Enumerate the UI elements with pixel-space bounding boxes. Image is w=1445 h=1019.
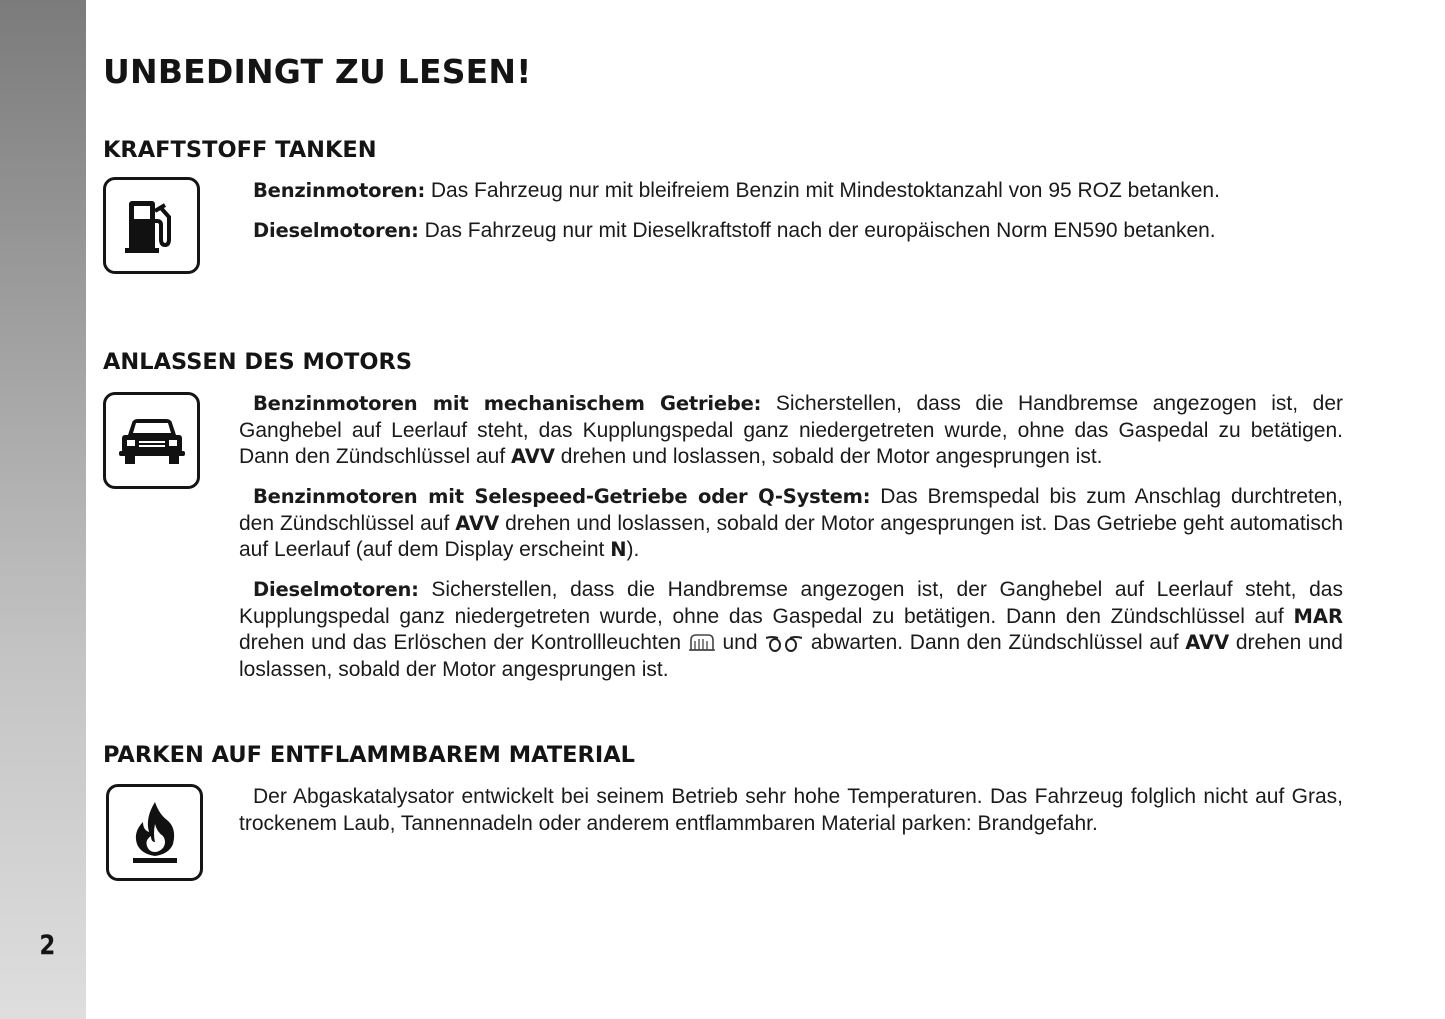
start-selespeed-label: Benzinmotoren mit Selespeed-Getriebe oder Q-System: [253, 485, 871, 508]
fuel-petrol-label: Benzinmotoren: [253, 179, 426, 202]
page-title: UNBEDINGT ZU LESEN! [103, 52, 532, 91]
fuel-diesel-label: Dieselmotoren: [253, 219, 419, 242]
start-manual-text-b: drehen und loslassen, sobald der Motor angesprungen ist. [554, 445, 1103, 468]
page-number: 2 [39, 930, 56, 961]
start-manual-paragraph [239, 391, 1343, 471]
side-strip [0, 0, 86, 1019]
section-heading-fuel: KRAFTSTOFF TANKEN [103, 137, 377, 163]
start-diesel-avv: AVV [1185, 631, 1230, 654]
car-icon-box [103, 392, 200, 489]
fuel-icon-box [103, 177, 200, 274]
start-diesel-text-d: abwarten. Dann den Zündschlüssel auf [804, 631, 1186, 654]
fuel-petrol-paragraph [253, 178, 1253, 205]
start-diesel-paragraph [239, 577, 1343, 683]
start-selespeed-text-a: Das Bremspedal bis zum Anschlag durchtreten, den Zündschlüssel auf [239, 485, 1344, 535]
start-diesel-text-c: und [715, 631, 765, 654]
parking-paragraph [239, 784, 1343, 837]
car-front-icon [118, 413, 186, 469]
start-manual-avv: AVV [511, 445, 555, 468]
flame-icon [127, 800, 183, 866]
section-heading-parking: PARKEN AUF ENTFLAMMBAREM MATERIAL [103, 742, 635, 768]
start-diesel-label: Dieselmotoren: [253, 578, 419, 601]
start-selespeed-avv: AVV [455, 511, 500, 535]
start-diesel-text-a: Sicherstellen, dass die Handbremse angezogen ist, der Ganghebel auf Leerlauf steht, das Kupplungspedal ganz niedergetreten wurde, ohne das Gaspedal zu betätigen. Dann den Zündschlüssel auf [239, 578, 1343, 628]
fuel-pump-icon [121, 195, 183, 257]
warning-light-icon [688, 632, 716, 652]
glow-plug-icon [764, 634, 804, 652]
flame-icon-box [106, 784, 203, 881]
fuel-diesel-text: Das Fahrzeug nur mit Dieselkraftstoff nach der europäischen Norm EN590 betanken. [418, 219, 1216, 242]
start-diesel-text-e: drehen und loslassen, sobald der Motor angesprungen ist. [239, 631, 1343, 681]
start-diesel-text-b: drehen und das Erlöschen der Kontrollleuchten [239, 631, 688, 654]
start-selespeed-text-c: ). [626, 538, 640, 561]
fuel-diesel-paragraph [253, 218, 1253, 245]
fuel-petrol-text: Das Fahrzeug nur mit bleifreiem Benzin mit Mindestoktanzahl von 95 ROZ betanken. [425, 179, 1220, 202]
start-selespeed-n: N [610, 538, 627, 561]
start-selespeed-text-b: drehen und loslassen, sobald der Motor angesprungen ist. Das Getriebe geht automatisch auf Leerlauf (auf dem Display erscheint [239, 511, 1343, 561]
start-selespeed-paragraph [239, 484, 1343, 564]
start-diesel-mar: MAR [1293, 604, 1343, 628]
section-heading-start: ANLASSEN DES MOTORS [103, 349, 413, 375]
start-manual-label: Benzinmotoren mit mechanischem Getriebe: [253, 392, 762, 415]
parking-text: Der Abgaskatalysator entwickelt bei seinem Betrieb sehr hohe Temperaturen. Das Fahrzeug folglich nicht auf Gras, trockenem Laub, Tannennadeln oder anderem entflammbaren Material parken: Brandgefahr. [239, 785, 1343, 835]
start-manual-text-a: Sicherstellen, dass die Handbremse angezogen ist, der Ganghebel auf Leerlauf steht, das Kupplungspedal ganz niedergetreten wurde, ohne das Gaspedal zu betätigen. Dann den Zündschlüssel auf [239, 392, 1343, 468]
